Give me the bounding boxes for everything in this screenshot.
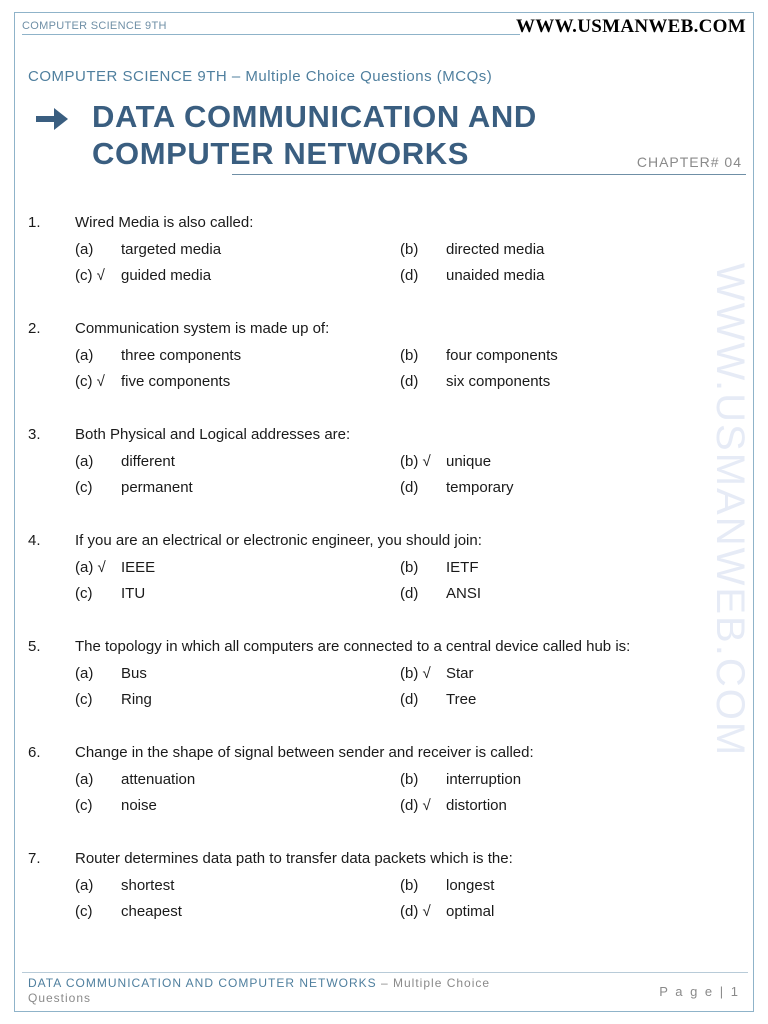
option-text: interruption [446,771,522,788]
question-4 [0,532,768,638]
option-text: four components [446,347,558,364]
question-text: Router determines data path to transfer data packets which is the: [75,850,513,867]
option-label: (b) √ [400,665,431,682]
option-text: IEEE [121,559,156,576]
option-label: (a) [75,877,94,894]
question-number: 2. [28,320,41,337]
option-label: (c) [75,903,93,920]
option-label: (b) [400,241,419,258]
option-text: directed media [446,241,545,258]
question-text: Communication system is made up of: [75,320,330,337]
option-label: (a) [75,453,94,470]
chapter-title [92,98,537,172]
option-text: noise [121,797,157,814]
option-label: (b) [400,771,419,788]
option-text: unaided media [446,267,545,284]
option-text: Ring [121,691,152,708]
question-6 [0,744,768,850]
option-text: distortion [446,797,507,814]
option-text: Star [446,665,474,682]
header-divider [22,34,520,35]
question-3 [0,426,768,532]
question-5 [0,638,768,744]
option-text: cheapest [121,903,182,920]
question-7 [0,850,768,956]
option-label: (b) [400,347,419,364]
chapter-number: CHAPTER# 04 [636,154,742,170]
question-text: Both Physical and Logical addresses are: [75,426,351,443]
option-label: (a) [75,771,94,788]
option-text: IETF [446,559,479,576]
chapter-title-line-1: DATA COMMUNICATION AND [92,99,537,134]
option-label: (c) √ [75,267,105,284]
header-website: WWW.USMANWEB.COM [516,16,746,37]
title-divider [232,174,746,175]
question-number: 1. [28,214,41,231]
option-label: (b) √ [400,453,431,470]
option-label: (a) [75,347,94,364]
question-text: The topology in which all computers are connected to a central device called hub is: [75,638,631,655]
watermark: WWW.USMANWEB.COM [708,262,752,758]
option-label: (b) [400,877,419,894]
option-text: unique [446,453,492,470]
option-text: ITU [121,585,146,602]
option-label: (d) √ [400,797,431,814]
question-number: 6. [28,744,41,761]
option-label: (d) [400,373,419,390]
right-arrow-icon [34,104,70,134]
question-text: If you are an electrical or electronic engineer, you should join: [75,532,482,549]
option-text: guided media [121,267,212,284]
option-text: attenuation [121,771,196,788]
page-number: P a g e | 1 [659,984,740,999]
option-label: (c) [75,585,93,602]
footer-title [28,976,548,1006]
option-label: (a) √ [75,559,106,576]
footer-chapter-name: DATA COMMUNICATION AND COMPUTER NETWORKS [28,976,377,990]
option-text: different [121,453,175,470]
option-label: (c) [75,479,93,496]
mcq-list [0,214,768,956]
option-text: three components [121,347,242,364]
option-label: (d) √ [400,903,431,920]
question-number: 5. [28,638,41,655]
question-number: 3. [28,426,41,443]
option-text: Tree [446,691,477,708]
option-label: (d) [400,267,419,284]
option-label: (d) [400,691,419,708]
chapter-title-line-2: COMPUTER NETWORKS [92,136,470,171]
question-text: Change in the shape of signal between sender and receiver is called: [75,744,534,761]
option-text: ANSI [446,585,482,602]
option-text: permanent [121,479,193,496]
option-label: (c) √ [75,373,105,390]
option-text: targeted media [121,241,222,258]
question-1 [0,214,768,320]
question-text: Wired Media is also called: [75,214,254,231]
option-text: five components [121,373,231,390]
page-subtitle: COMPUTER SCIENCE 9TH – Multiple Choice Questions (MCQs) [28,68,493,85]
option-label: (c) [75,797,93,814]
option-text: Bus [121,665,147,682]
option-label: (b) [400,559,419,576]
option-text: six components [446,373,551,390]
option-label: (d) [400,479,419,496]
question-number: 4. [28,532,41,549]
option-text: temporary [446,479,514,496]
option-label: (d) [400,585,419,602]
question-2 [0,320,768,426]
running-header [22,14,748,40]
option-label: (a) [75,665,94,682]
option-text: shortest [121,877,175,894]
option-label: (c) [75,691,93,708]
footer-divider [22,972,748,973]
header-course-label: COMPUTER SCIENCE 9TH [22,20,167,32]
question-number: 7. [28,850,41,867]
option-text: optimal [446,903,495,920]
option-text: longest [446,877,495,894]
option-label: (a) [75,241,94,258]
footer-section: – Multiple Choice Questions [28,976,491,1005]
